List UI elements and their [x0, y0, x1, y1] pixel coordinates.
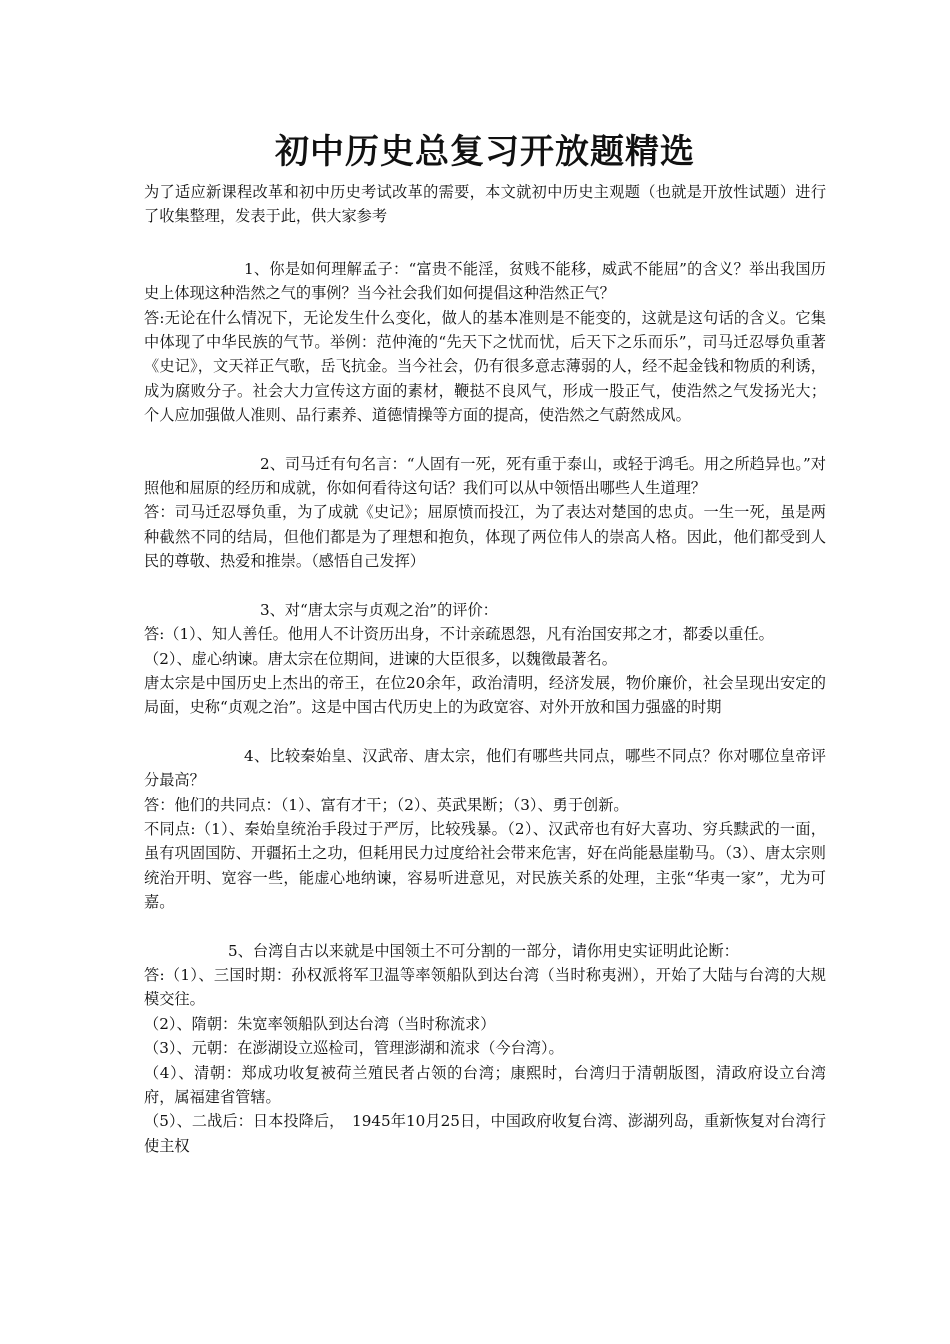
section-4	[144, 744, 826, 915]
section-5	[144, 939, 826, 1159]
question-2: 2、司马迁有句名言：“人固有一死，死有重于泰山，或轻于鸿毛。用之所趋异也。”对照他和屈原的经历和成就，你如何看待这句话？我们可以从中领悟出哪些人生道理？	[144, 454, 826, 498]
answer-5-line-4: （4）、清朝：郑成功收复被荷兰殖民者占领的台湾；康熙时，台湾归于清朝版图，清政府设立台湾府，属福建省管辖。	[144, 1063, 826, 1106]
document-page	[144, 122, 826, 1158]
answer-1: 答:无论在什么情况下，无论发生什么变化，做人的基本准则是不能变的，这就是这句话的含义。它集中体现了中华民族的气节。举例：范仲淹的“先天下之忧而忧，后天下之乐而乐”，司马迁忍辱负重著《史记》，文天祥正气歌，岳飞抗金。当今社会，仍有很多意志薄弱的人，经不起金钱和物质的利诱，成为腐败分子。社会大力宣传这方面的素材，鞭挞不良风气，形成一股正气，使浩然之气发扬光大；个人应加强做人准则、品行素养、道德情操等方面的提高，使浩然之气蔚然成风。	[144, 308, 826, 425]
question-3: 3、对“唐太宗与贞观之治”的评价：	[260, 600, 498, 619]
section-2	[144, 452, 826, 574]
answer-5-line-1: 答:（1）、三国时期：孙权派将军卫温等率领船队到达台湾（当时称夷洲），开始了大陆与台湾的大规模交往。	[144, 965, 826, 1009]
answer-5-line-2: （2）、隋朝：朱宽率领船队到达台湾（当时称流求）	[144, 1014, 496, 1033]
answer-5-line-3: （3）、元朝：在澎湖设立巡检司，管理澎湖和流求（今台湾）。	[144, 1039, 564, 1058]
answer-4-line-2: 不同点:（1）、秦始皇统治手段过于严厉，比较残暴。（2）、汉武帝也有好大喜功、穷兵黩武的一面，虽有巩固国防、开疆拓土之功，但耗用民力过度给社会带来危害，好在尚能悬崖勒马。（3）、唐太宗则统治开明、宽容一些，能虚心地纳谏，容易听进意见，对民族关系的处理，主张“华夷一家”，尤为可嘉。	[144, 819, 826, 912]
question-5: 5、台湾自古以来就是中国领土不可分割的一部分，请你用史实证明此论断：	[228, 941, 739, 960]
answer-3-line-2: （2）、虚心纳谏。唐太宗在位期间，进谏的大臣很多，以魏徵最著名。	[144, 649, 617, 668]
answer-3-line-3: 唐太宗是中国历史上杰出的帝王，在位20余年，政治清明，经济发展，物价廉价，社会呈现出安定的局面，史称“贞观之治”。这是中国古代历史上的为政宽容、对外开放和国力强盛的时期	[144, 673, 826, 717]
section-3	[144, 598, 826, 720]
question-4: 4、比较秦始皇、汉武帝、唐太宗，他们有哪些共同点，哪些不同点？你对哪位皇帝评分最高？	[144, 746, 826, 790]
answer-3-line-1: 答:（1）、知人善任。他用人不计资历出身，不计亲疏恩怨，凡有治国安邦之才，都委以重任。	[144, 625, 774, 644]
document-title: 初中历史总复习开放题精选	[275, 132, 695, 172]
answer-5-line-5: （5）、二战后：日本投降后， 1945年10月25日，中国政府收复台湾、澎湖列岛，重新恢复对台湾行使主权	[144, 1112, 826, 1155]
section-1	[144, 257, 826, 428]
answer-4-line-1: 答：他们的共同点：（1）、富有才干；（2）、英武果断；（3）、勇于创新。	[144, 795, 629, 814]
intro-paragraph: 为了适应新课程改革和初中历史考试改革的需要，本文就初中历史主观题（也就是开放性试题）进行了收集整理，发表于此，供大家参考	[144, 183, 826, 226]
answer-2: 答：司马迁忍辱负重，为了成就《史记》；屈原愤而投江，为了表达对楚国的忠贞。一生一死，虽是两种截然不同的结局，但他们都是为了理想和抱负，体现了两位伟人的崇高人格。因此，他们都受到人民的尊敬、热爱和推崇。（感悟自己发挥）	[144, 503, 826, 571]
question-1: 1、你是如何理解孟子：“富贵不能淫，贫贱不能移，威武不能屈”的含义？举出我国历史上体现这种浩然之气的事例？当今社会我们如何提倡这种浩然正气？	[144, 259, 826, 303]
